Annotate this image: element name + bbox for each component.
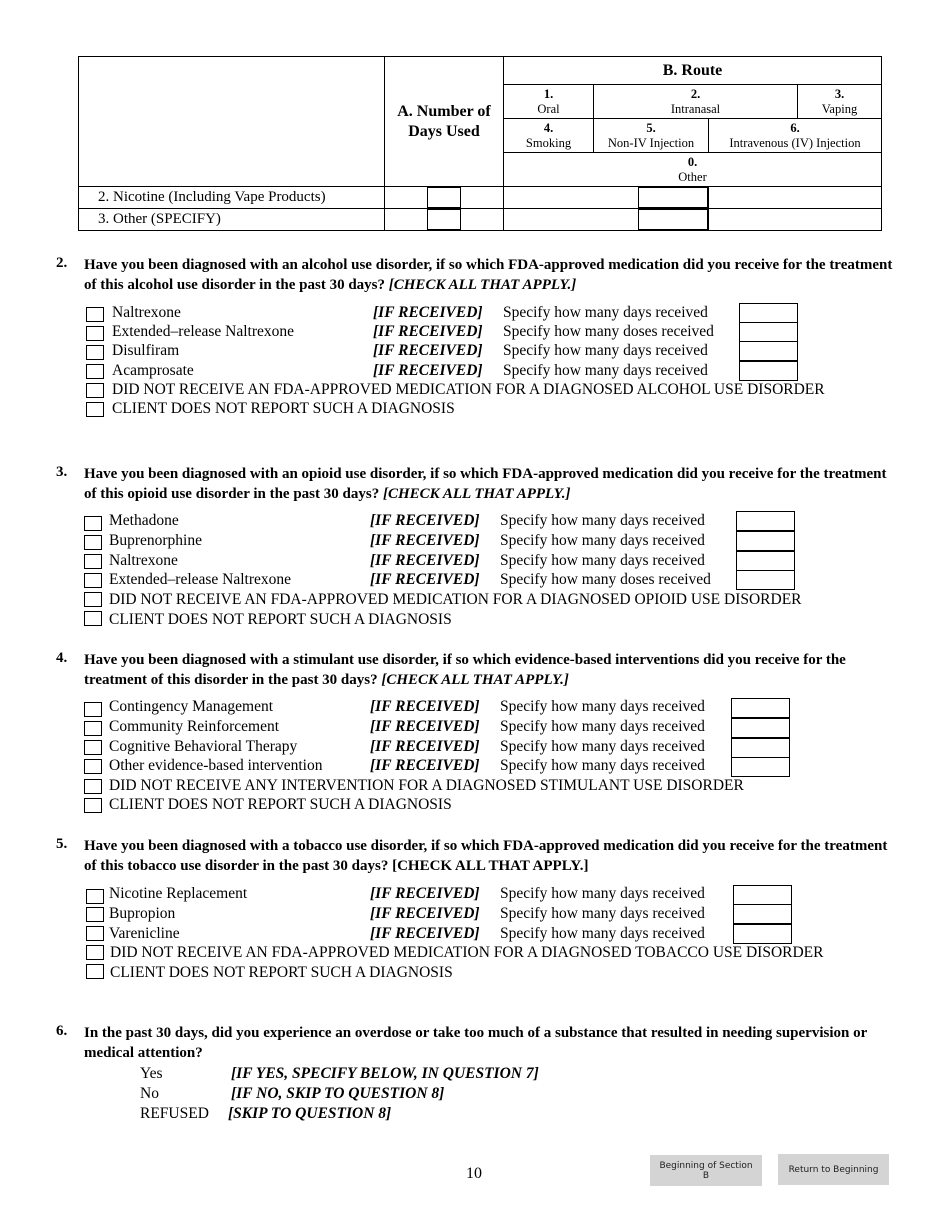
q4-checkbox-cbt[interactable]: [84, 740, 102, 755]
q4-checkbox-community[interactable]: [84, 721, 102, 736]
specify-label: Specify how many days received: [500, 885, 705, 902]
specify-label: Specify how many days received: [503, 362, 708, 379]
q6-direction-no: [IF NO, SKIP TO QUESTION 8]: [231, 1085, 445, 1102]
q2-count-input-acamprosate[interactable]: [739, 361, 798, 381]
route-non-iv-injection: 5. Non-IV Injection: [594, 119, 709, 153]
q4-option-label: CLIENT DOES NOT REPORT SUCH A DIAGNOSIS: [109, 796, 452, 813]
if-received-tag: [IF RECEIVED]: [373, 304, 483, 321]
q2-count-input-disulfiram[interactable]: [739, 341, 798, 361]
q2-count-input-naltrexone[interactable]: [739, 303, 798, 323]
q3-count-input-methadone[interactable]: [736, 511, 795, 531]
table-corner-cell: [79, 57, 385, 187]
row-nicotine-label: 2. Nicotine (Including Vape Products): [79, 187, 385, 209]
specify-label: Specify how many days received: [500, 925, 705, 942]
q3-option-label: Methadone: [109, 512, 179, 529]
q3-option-label: Buprenorphine: [109, 532, 202, 549]
q4-checkbox-no-diagnosis[interactable]: [84, 798, 102, 813]
q3-checkbox-buprenorphine[interactable]: [84, 535, 102, 550]
specify-label: Specify how many days received: [503, 342, 708, 359]
if-received-tag: [IF RECEIVED]: [370, 718, 480, 735]
q4-option-label: Cognitive Behavioral Therapy: [109, 738, 298, 755]
q4-option-label: Other evidence-based intervention: [109, 757, 323, 774]
q3-option-label: Extended–release Naltrexone: [109, 571, 292, 588]
q3-count-input-naltrexone[interactable]: [736, 551, 795, 571]
specify-label: Specify how many days received: [500, 757, 705, 774]
q3-checkbox-ext-naltrexone[interactable]: [84, 573, 102, 588]
return-to-beginning-button[interactable]: Return to Beginning: [778, 1154, 889, 1185]
q4-number: 4.: [56, 650, 68, 666]
if-received-tag: [IF RECEIVED]: [370, 757, 480, 774]
q2-number: 2.: [56, 255, 68, 271]
col-b-header: B. Route: [504, 57, 882, 85]
col-a-header: A. Number of Days Used: [385, 57, 504, 187]
empty-cell: [709, 187, 882, 209]
q3-count-input-ext-naltrexone[interactable]: [736, 570, 795, 590]
if-received-tag: [IF RECEIVED]: [370, 571, 480, 588]
if-received-tag: [IF RECEIVED]: [370, 738, 480, 755]
q2-option-label: DID NOT RECEIVE AN FDA-APPROVED MEDICATION FOR A DIAGNOSED ALCOHOL USE DISORDER: [112, 381, 825, 398]
q6-direction-refused: [SKIP TO QUESTION 8]: [228, 1105, 392, 1122]
if-received-tag: [IF RECEIVED]: [373, 342, 483, 359]
specify-label: Specify how many days received: [500, 905, 705, 922]
route-cell: [504, 209, 709, 231]
q2-option-label: Acamprosate: [112, 362, 194, 379]
q6-answer-no[interactable]: No: [140, 1085, 159, 1102]
if-received-tag: [IF RECEIVED]: [373, 323, 483, 340]
q2-option-label: CLIENT DOES NOT REPORT SUCH A DIAGNOSIS: [112, 400, 455, 417]
if-received-tag: [IF RECEIVED]: [370, 552, 480, 569]
q4-count-input-other[interactable]: [731, 757, 790, 777]
q4-text: Have you been diagnosed with a stimulant use disorder, if so which evidence-based interventions did you receive for the treatment of this disorder in the past 30 days? [CHECK ALL THAT APPLY.]: [84, 652, 846, 688]
q5-checkbox-nicotine-replacement[interactable]: [86, 889, 104, 904]
q3-checkbox-no-diagnosis[interactable]: [84, 611, 102, 626]
q5-checkbox-no-diagnosis[interactable]: [86, 964, 104, 979]
specify-label: Specify how many days received: [500, 738, 705, 755]
route-intranasal: 2. Intranasal: [594, 85, 798, 119]
q2-count-input-ext-naltrexone[interactable]: [739, 322, 798, 342]
q5-option-label: DID NOT RECEIVE AN FDA-APPROVED MEDICATION FOR A DIAGNOSED TOBACCO USE DISORDER: [110, 944, 824, 961]
q3-option-label: DID NOT RECEIVE AN FDA-APPROVED MEDICATION FOR A DIAGNOSED OPIOID USE DISORDER: [109, 591, 802, 608]
q4-option-label: DID NOT RECEIVE ANY INTERVENTION FOR A DIAGNOSED STIMULANT USE DISORDER: [109, 777, 744, 794]
q5-option-label: CLIENT DOES NOT REPORT SUCH A DIAGNOSIS: [110, 964, 453, 981]
q3-option-label: Naltrexone: [109, 552, 178, 569]
specify-label: Specify how many doses received: [503, 323, 714, 340]
if-received-tag: [IF RECEIVED]: [370, 885, 480, 902]
specify-label: Specify how many days received: [500, 532, 705, 549]
if-received-tag: [IF RECEIVED]: [370, 925, 480, 942]
q3-checkbox-no-medication[interactable]: [84, 592, 102, 607]
q2-checkbox-acamprosate[interactable]: [86, 364, 104, 379]
page-number: 10: [466, 1165, 482, 1182]
q6-answer-yes[interactable]: Yes: [140, 1065, 163, 1082]
route-input-nicotine[interactable]: [638, 187, 708, 208]
q3-number: 3.: [56, 464, 68, 480]
q2-checkbox-ext-naltrexone[interactable]: [86, 326, 104, 341]
days-cell: [385, 187, 504, 209]
q5-option-label: Varenicline: [109, 925, 180, 942]
q5-checkbox-no-medication[interactable]: [86, 945, 104, 960]
q4-option-label: Contingency Management: [109, 698, 273, 715]
if-received-tag: [IF RECEIVED]: [370, 698, 480, 715]
if-received-tag: [IF RECEIVED]: [370, 905, 480, 922]
q5-checkbox-varenicline[interactable]: [86, 926, 104, 941]
route-vaping: 3. Vaping: [798, 85, 882, 119]
q3-checkbox-naltrexone[interactable]: [84, 554, 102, 569]
q6-text: In the past 30 days, did you experience an overdose or take too much of a substance that resulted in needing supervision or medical attention?: [84, 1025, 867, 1061]
q4-checkbox-contingency[interactable]: [84, 702, 102, 717]
days-cell: [385, 209, 504, 231]
q4-checkbox-other[interactable]: [84, 759, 102, 774]
q4-checkbox-no-intervention[interactable]: [84, 779, 102, 794]
q4-count-input-contingency[interactable]: [731, 698, 790, 718]
q5-option-label: Bupropion: [109, 905, 176, 922]
q3-text: Have you been diagnosed with an opioid use disorder, if so which FDA-approved medication did you receive for the treatment of this opioid use disorder in the past 30 days? [CHECK ALL THAT APPLY.]: [84, 466, 887, 502]
substance-use-table: [78, 56, 882, 231]
route-iv-injection: 6. Intravenous (IV) Injection: [709, 119, 882, 153]
q5-number: 5.: [56, 836, 68, 852]
if-received-tag: [IF RECEIVED]: [373, 362, 483, 379]
q3-option-label: CLIENT DOES NOT REPORT SUCH A DIAGNOSIS: [109, 611, 452, 628]
specify-label: Specify how many days received: [500, 552, 705, 569]
days-input-nicotine[interactable]: [427, 187, 461, 208]
q5-count-input-bupropion[interactable]: [733, 904, 792, 924]
q6-direction-yes: [IF YES, SPECIFY BELOW, IN QUESTION 7]: [231, 1065, 539, 1082]
if-received-tag: [IF RECEIVED]: [370, 512, 480, 529]
q3-checkbox-methadone[interactable]: [84, 516, 102, 531]
row-other-label: 3. Other (SPECIFY): [79, 209, 385, 231]
route-input-other[interactable]: [638, 209, 708, 230]
specify-label: Specify how many days received: [503, 304, 708, 321]
empty-cell: [709, 209, 882, 231]
q4-count-input-community[interactable]: [731, 718, 790, 738]
specify-label: Specify how many doses received: [500, 571, 711, 588]
q6-number: 6.: [56, 1023, 68, 1039]
q2-option-label: Extended–release Naltrexone: [112, 323, 295, 340]
q5-checkbox-bupropion[interactable]: [86, 907, 104, 922]
q2-checkbox-naltrexone[interactable]: [86, 307, 104, 322]
q6-answer-refused[interactable]: REFUSED: [140, 1105, 209, 1122]
q5-option-label: Nicotine Replacement: [109, 885, 248, 902]
q3-count-input-buprenorphine[interactable]: [736, 531, 795, 551]
q2-option-label: Disulfiram: [112, 342, 180, 359]
q5-count-input-varenicline[interactable]: [733, 924, 792, 944]
q2-checkbox-no-diagnosis[interactable]: [86, 402, 104, 417]
q2-checkbox-disulfiram[interactable]: [86, 345, 104, 360]
q4-option-label: Community Reinforcement: [109, 718, 280, 735]
q4-count-input-cbt[interactable]: [731, 738, 790, 758]
q2-text: Have you been diagnosed with an alcohol use disorder, if so which FDA-approved medication did you receive for the treatment of this alcohol use disorder in the past 30 days? [CHECK ALL THAT APPLY.]: [84, 257, 893, 293]
q5-count-input-nicotine-replacement[interactable]: [733, 885, 792, 905]
q2-option-label: Naltrexone: [112, 304, 181, 321]
route-smoking: 4. Smoking: [504, 119, 594, 153]
days-input-other[interactable]: [427, 209, 461, 230]
q2-checkbox-no-medication[interactable]: [86, 383, 104, 398]
route-cell: [504, 187, 709, 209]
route-other: 0. Other: [504, 153, 882, 187]
route-oral: 1. Oral: [504, 85, 594, 119]
specify-label: Specify how many days received: [500, 698, 705, 715]
q5-text: Have you been diagnosed with a tobacco use disorder, if so which FDA-approved medication did you receive for the treatment of this tobacco use disorder in the past 30 days? [CHECK ALL THAT APPLY.]: [84, 838, 888, 874]
if-received-tag: [IF RECEIVED]: [370, 532, 480, 549]
specify-label: Specify how many days received: [500, 512, 705, 529]
specify-label: Specify how many days received: [500, 718, 705, 735]
beginning-of-section-b-button[interactable]: Beginning of Section B: [650, 1155, 762, 1186]
